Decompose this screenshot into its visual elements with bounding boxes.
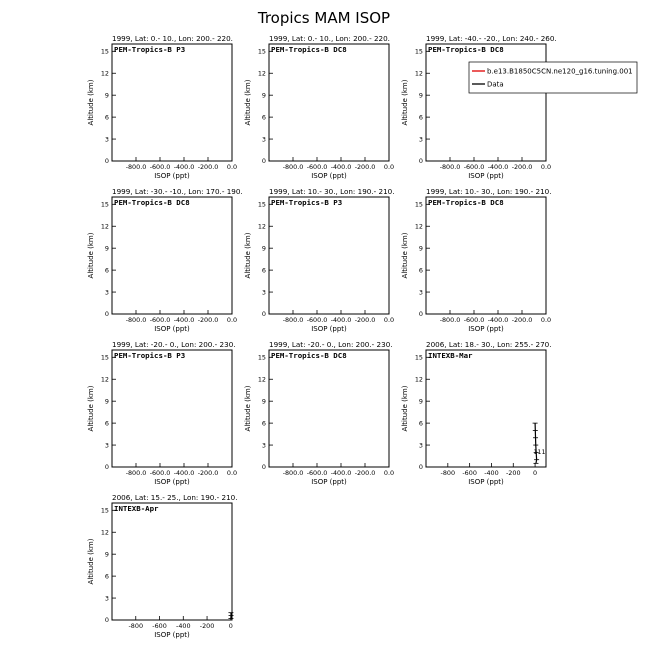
y-tick-label: 12 [100,528,109,537]
panel-tag: PEM-Tropics-B P3 [114,45,186,54]
panel-header: 1999, Lat: -40.- -20., Lon: 240.- 260. [426,34,557,43]
y-axis-label: Altitude (km) [401,385,409,432]
legend-label: Data [487,80,504,89]
panel-header: 1999, Lat: -20.- 0., Lon: 200.- 230. [112,340,236,349]
y-tick-label: 9 [418,397,423,406]
y-tick-label: 9 [261,397,266,406]
x-axis-label: ISOP (ppt) [311,172,347,180]
y-tick-label: 3 [418,288,423,297]
y-tick-label: 6 [104,113,109,122]
panel-header: 1999, Lat: -20.- 0., Lon: 200.- 230. [269,340,393,349]
y-tick-label: 0 [261,310,266,319]
y-tick-label: 15 [414,47,423,56]
y-tick-label: 3 [261,441,266,450]
y-tick-label: 9 [104,244,109,253]
panel-tag: PEM-Tropics-B DC8 [271,45,347,54]
y-axis-label: Altitude (km) [401,79,409,126]
panel-frame [426,44,546,161]
y-tick-label: 3 [418,441,423,450]
y-tick-label: 12 [257,222,266,231]
x-tick-label: -600.0 [306,316,328,324]
y-axis-label: Altitude (km) [244,385,252,432]
panel-tag: PEM-Tropics-B DC8 [114,198,190,207]
x-tick-label: -800.0 [282,163,304,171]
x-tick-label: -600.0 [149,163,171,171]
x-tick-label: -200.0 [511,163,533,171]
y-tick-label: 12 [414,375,423,384]
panel-frame [269,197,389,314]
x-axis-label: ISOP (ppt) [468,325,504,333]
y-tick-label: 0 [418,310,423,319]
y-tick-label: 0 [104,310,109,319]
panel-tag: PEM-Tropics-B DC8 [428,45,504,54]
y-tick-label: 6 [418,419,423,428]
panel-tag: PEM-Tropics-B P3 [114,351,186,360]
panel-header: 1999, Lat: 0.- 10., Lon: 200.- 220. [269,34,390,43]
panel-tag: PEM-Tropics-B DC8 [271,351,347,360]
x-tick-label: 0.0 [226,163,238,171]
panel-tag: INTEXB-Mar [428,351,473,360]
x-tick-label: -400.0 [330,316,352,324]
panel-frame [269,350,389,467]
y-tick-label: 6 [104,266,109,275]
x-tick-label: 0.0 [540,163,552,171]
panel-tag: PEM-Tropics-B DC8 [428,198,504,207]
x-tick-label: -200.0 [197,469,219,477]
panel-tag: PEM-Tropics-B P3 [271,198,343,207]
y-tick-label: 3 [104,441,109,450]
x-tick-label: -600.0 [149,469,171,477]
y-tick-label: 6 [104,419,109,428]
panel-annotation: 111 [533,447,546,456]
x-tick-label: -600.0 [306,163,328,171]
panel-header: 1999, Lat: 10.- 30., Lon: 190.- 210. [269,187,395,196]
x-tick-label: -600.0 [463,163,485,171]
y-tick-label: 3 [418,135,423,144]
y-tick-label: 3 [261,135,266,144]
y-axis-label: Altitude (km) [87,385,95,432]
panel-header: 1999, Lat: -30.- -10., Lon: 170.- 190. [112,187,243,196]
x-axis-label: ISOP (ppt) [154,172,190,180]
y-tick-label: 15 [100,353,109,362]
y-tick-label: 12 [100,69,109,78]
panel-frame [426,197,546,314]
x-tick-label: -400.0 [330,163,352,171]
panel-header: 1999, Lat: 10.- 30., Lon: 190.- 210. [426,187,552,196]
y-tick-label: 0 [104,463,109,472]
y-tick-label: 6 [418,113,423,122]
y-tick-label: 12 [100,375,109,384]
x-axis-label: ISOP (ppt) [468,478,504,486]
y-tick-label: 12 [257,375,266,384]
x-tick-label: -600 [462,469,477,477]
panel-header: 1999, Lat: 0.- 10., Lon: 200.- 220. [112,34,233,43]
x-tick-label: -200.0 [197,163,219,171]
x-axis-label: ISOP (ppt) [468,172,504,180]
x-tick-label: -600 [152,622,167,630]
x-tick-label: 0.0 [226,316,238,324]
y-tick-label: 9 [418,91,423,100]
x-tick-label: -200.0 [354,316,376,324]
y-tick-label: 6 [418,266,423,275]
y-tick-label: 3 [104,135,109,144]
y-tick-label: 15 [100,200,109,209]
y-tick-label: 15 [100,506,109,515]
y-tick-label: 15 [257,200,266,209]
y-axis-label: Altitude (km) [87,232,95,279]
x-tick-label: 0.0 [226,469,238,477]
y-tick-label: 9 [104,550,109,559]
y-tick-label: 6 [261,113,266,122]
x-tick-label: 0.0 [383,469,395,477]
x-tick-label: -600.0 [306,469,328,477]
y-tick-label: 15 [257,47,266,56]
x-tick-label: 0.0 [383,316,395,324]
y-tick-label: 0 [261,157,266,166]
y-tick-label: 15 [414,353,423,362]
x-tick-label: 0.0 [383,163,395,171]
y-tick-label: 15 [100,47,109,56]
y-axis-label: Altitude (km) [87,538,95,585]
y-tick-label: 0 [418,157,423,166]
x-axis-label: ISOP (ppt) [311,325,347,333]
y-tick-label: 12 [257,69,266,78]
x-tick-label: -800.0 [439,316,461,324]
x-tick-label: -400 [176,622,191,630]
y-tick-label: 15 [257,353,266,362]
x-tick-label: -200 [506,469,521,477]
panel-tag: INTEXB-Apr [114,504,159,513]
y-tick-label: 0 [261,463,266,472]
y-tick-label: 9 [261,91,266,100]
x-tick-label: -200 [199,622,215,630]
x-tick-label: -800.0 [125,316,147,324]
x-tick-label: -800.0 [282,469,304,477]
x-tick-label: -800.0 [282,316,304,324]
y-tick-label: 6 [261,419,266,428]
series-line-data [535,423,537,463]
panel-header: 2006, Lat: 18.- 30., Lon: 255.- 270. [426,340,552,349]
y-axis-label: Altitude (km) [401,232,409,279]
x-tick-label: -400.0 [173,316,195,324]
y-tick-label: 9 [261,244,266,253]
figure-title: Tropics MAM ISOP [257,9,391,27]
y-tick-label: 0 [104,157,109,166]
x-tick-label: 0 [533,469,538,477]
x-tick-label: -400 [484,469,499,477]
x-tick-label: -800.0 [125,163,147,171]
x-tick-label: -200.0 [511,316,533,324]
x-tick-label: -800 [440,469,456,477]
x-tick-label: 0 [228,622,233,630]
x-tick-label: -200.0 [197,316,219,324]
x-axis-label: ISOP (ppt) [154,478,190,486]
y-tick-label: 9 [104,91,109,100]
x-tick-label: -200.0 [354,163,376,171]
x-tick-label: -800 [128,622,144,630]
y-axis-label: Altitude (km) [244,232,252,279]
x-tick-label: -800.0 [125,469,147,477]
y-tick-label: 3 [261,288,266,297]
y-tick-label: 3 [104,594,109,603]
panel-frame [112,197,232,314]
y-tick-label: 6 [104,572,109,581]
x-tick-label: -800.0 [439,163,461,171]
y-tick-label: 6 [261,266,266,275]
panel-frame [426,350,546,467]
x-tick-label: -400.0 [487,163,509,171]
panel-frame [112,350,232,467]
x-tick-label: -400.0 [487,316,509,324]
panel-header: 2006, Lat: 15.- 25., Lon: 190.- 210. [112,493,238,502]
y-tick-label: 3 [104,288,109,297]
x-tick-label: -200.0 [354,469,376,477]
y-axis-label: Altitude (km) [87,79,95,126]
y-tick-label: 12 [100,222,109,231]
x-tick-label: -400.0 [173,469,195,477]
x-tick-label: -400.0 [330,469,352,477]
y-tick-label: 15 [414,200,423,209]
y-tick-label: 0 [104,616,109,625]
x-axis-label: ISOP (ppt) [154,325,190,333]
x-tick-label: -600.0 [149,316,171,324]
y-tick-label: 9 [418,244,423,253]
x-tick-label: -400.0 [173,163,195,171]
y-tick-label: 12 [414,69,423,78]
panel-frame [269,44,389,161]
y-tick-label: 0 [418,463,423,472]
x-tick-label: -600.0 [463,316,485,324]
y-axis-label: Altitude (km) [244,79,252,126]
panel-frame [112,503,232,620]
y-tick-label: 9 [104,397,109,406]
panel-frame [112,44,232,161]
legend-label: b.e13.B1850C5CN.ne120_g16.tuning.001 [487,67,633,76]
y-tick-label: 12 [414,222,423,231]
x-tick-label: 0.0 [540,316,552,324]
x-axis-label: ISOP (ppt) [154,631,190,639]
x-axis-label: ISOP (ppt) [311,478,347,486]
